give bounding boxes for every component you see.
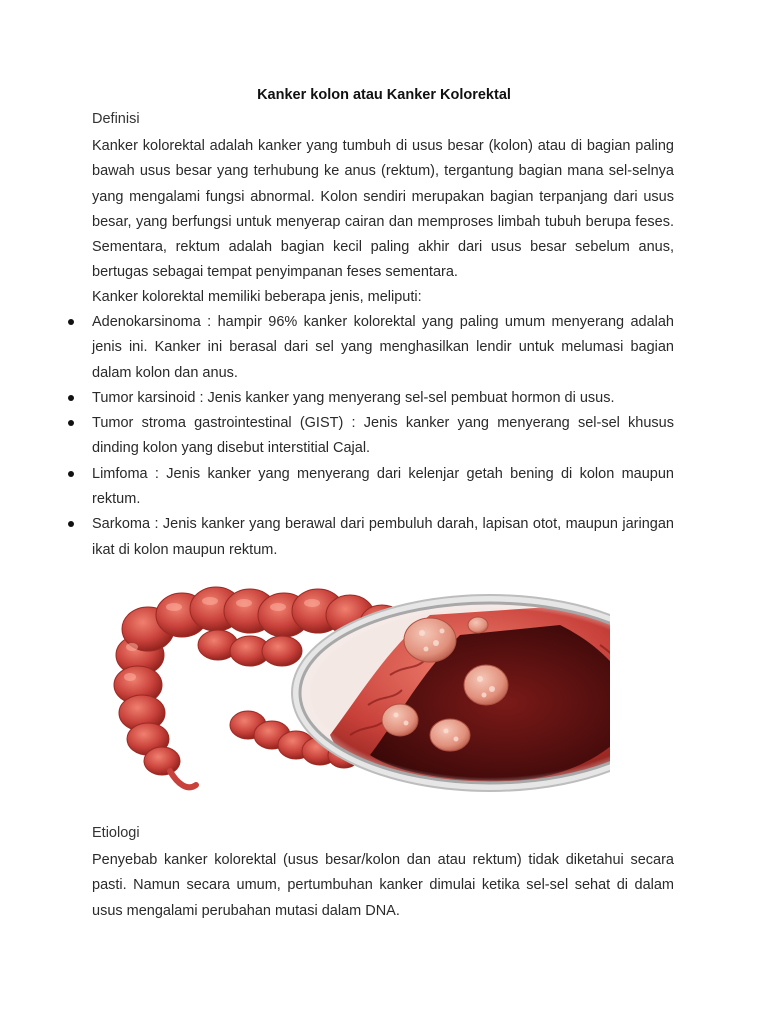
list-item-text: Sarkoma : Jenis kanker yang berawal dari pembuluh darah, lapisan otot, maupun jaringan ikat di kolon maupun rektum. xyxy=(92,516,674,558)
definisi-paragraph: Kanker kolorektal adalah kanker yang tumbuh di usus besar (kolon) atau di bagian paling bawah usus besar yang terhubung ke anus (rektum), tergantung bagian mana sel-selnya yang mengalami fungsi abnormal. Kolon sendiri merupakan bagian terpanjang dari usus besar, yang berfungsi untuk menyerap cairan dan memproses limbah tubuh berupa feses. Sementara, rektum adalah bagian kecil paling akhir dari usus besar sebelum anus, bertugas sebagai tempat penyimpanan feses sementara. xyxy=(92,138,674,281)
bullet-icon xyxy=(68,471,74,477)
definisi-heading: Definisi xyxy=(92,111,140,127)
list-item xyxy=(92,512,674,563)
etiologi-heading: Etiologi xyxy=(92,825,140,841)
bullet-icon xyxy=(68,521,74,527)
colon-cancer-illustration xyxy=(100,585,610,800)
cancer-types-list xyxy=(92,310,674,563)
bullet-icon xyxy=(68,420,74,426)
list-item xyxy=(92,310,674,386)
types-intro-paragraph: Kanker kolorektal memiliki beberapa jenis, meliputi: xyxy=(92,289,422,305)
list-item-text: Limfoma : Jenis kanker yang menyerang dari kelenjar getah bening di kolon maupun rektum. xyxy=(92,465,674,508)
bullet-icon xyxy=(68,395,74,401)
list-item xyxy=(92,462,674,513)
list-item-text: Tumor stroma gastrointestinal (GIST) : Jenis kanker yang menyerang sel-sel khusus dinding kolon yang disebut interstitial Cajal. xyxy=(92,415,674,457)
bullet-icon xyxy=(68,319,74,325)
document-title: Kanker kolon atau Kanker Kolorektal xyxy=(257,87,511,103)
list-item-text: Adenokarsinoma : hampir 96% kanker kolorektal yang paling umum menyerang adalah jenis ini. Kanker ini berasal dari sel yang menghasilkan lendir untuk melumasi bagian dalam kolon dan anus. xyxy=(92,314,674,381)
list-item xyxy=(92,386,674,411)
etiologi-paragraph: Penyebab kanker kolorektal (usus besar/kolon dan atau rektum) tidak diketahui secara pasti. Namun secara umum, pertumbuhan kanker dimulai ketika sel-sel sehat di dalam usus mengalami perubahan mutasi dalam DNA. xyxy=(92,852,674,919)
list-item xyxy=(92,411,674,462)
list-item-text: Tumor karsinoid : Jenis kanker yang menyerang sel-sel pembuat hormon di usus. xyxy=(92,389,615,406)
